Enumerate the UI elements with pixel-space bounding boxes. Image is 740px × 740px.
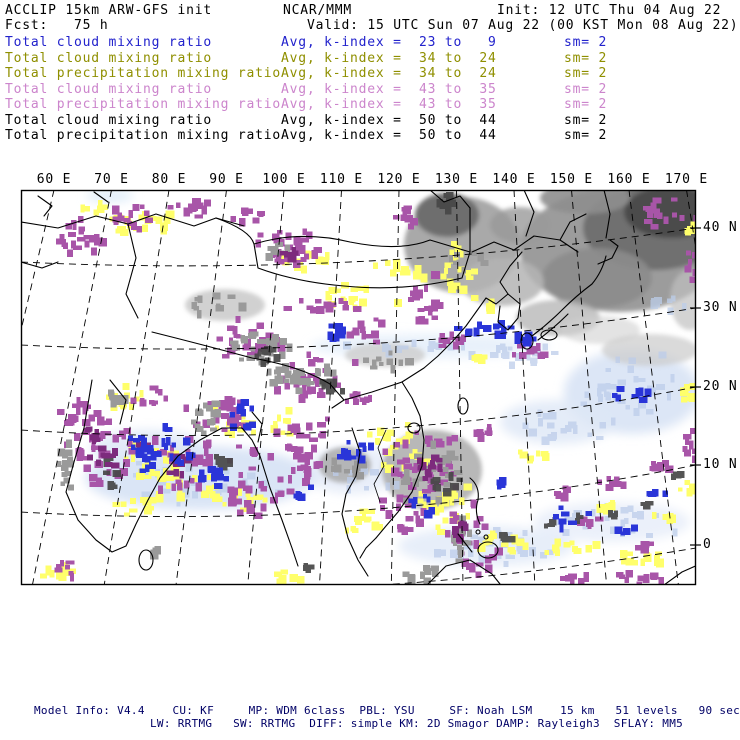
product-label: Total precipitation mixing ratio xyxy=(5,66,282,81)
lon-tick-label: 110 E xyxy=(319,172,364,187)
lon-tick-label: 90 E xyxy=(209,172,244,187)
product-sm: sm= 2 xyxy=(564,128,608,143)
product-kindex: Avg, k-index = 50 to 44 xyxy=(281,128,497,143)
lon-tick-label: 80 E xyxy=(151,172,187,187)
lon-tick-label: 170 E xyxy=(664,172,709,187)
lon-tick-label: 160 E xyxy=(607,172,651,187)
product-kindex: Avg, k-index = 34 to 24 xyxy=(281,66,497,81)
product-label: Total precipitation mixing ratio xyxy=(5,97,282,112)
product-label: Total cloud mixing ratio xyxy=(5,81,213,97)
product-sm: sm= 2 xyxy=(564,112,608,128)
product-label: Total precipitation mixing ratio xyxy=(5,128,282,143)
product-kindex: Avg, k-index = 23 to 9 xyxy=(281,35,497,50)
lat-tick-label: 20 N xyxy=(703,379,738,394)
valid-time: Valid: 15 UTC Sun 07 Aug 22 (00 KST Mon 08 Aug 22) xyxy=(307,18,739,33)
lat-tick-label: 10 N xyxy=(703,457,738,472)
product-sm: sm= 2 xyxy=(564,81,608,97)
model-title: ACCLIP 15km ARW-GFS init xyxy=(5,3,213,18)
lon-tick-label: 120 E xyxy=(377,172,421,187)
org-label: NCAR/MMM xyxy=(283,3,353,18)
lat-tick-label: 40 N xyxy=(703,220,738,235)
product-kindex: Avg, k-index = 34 to 24 xyxy=(281,50,497,66)
product-sm: sm= 2 xyxy=(564,97,608,112)
model-info-line1: Model Info: V4.4 CU: KF MP: WDM 6class PBL: YSU SF: Noah LSM 15 km 51 levels 90 sec xyxy=(34,704,740,717)
product-label: Total cloud mixing ratio xyxy=(5,50,213,66)
fcst-hour: Fcst: 75 h xyxy=(5,18,109,33)
product-sm: sm= 2 xyxy=(564,66,608,81)
product-label: Total cloud mixing ratio xyxy=(5,35,213,50)
model-info-line2: LW: RRTMG SW: RRTMG DIFF: simple KM: 2D Smagor DAMP: Rayleigh3 SFLAY: MM5 xyxy=(150,717,684,730)
lon-tick-label: 70 E xyxy=(94,172,129,187)
lon-tick-label: 60 E xyxy=(36,172,72,187)
product-sm: sm= 2 xyxy=(564,35,608,50)
lon-tick-label: 130 E xyxy=(434,172,479,187)
product-kindex: Avg, k-index = 50 to 44 xyxy=(281,112,497,128)
lon-tick-label: 150 E xyxy=(549,172,594,187)
product-kindex: Avg, k-index = 43 to 35 xyxy=(281,97,497,112)
lat-tick-label: 0 xyxy=(703,537,712,552)
lat-tick-label: 30 N xyxy=(703,300,738,315)
product-kindex: Avg, k-index = 43 to 35 xyxy=(281,81,497,97)
lon-tick-label: 100 E xyxy=(262,172,306,187)
init-time: Init: 12 UTC Thu 04 Aug 22 xyxy=(497,3,722,18)
product-label: Total cloud mixing ratio xyxy=(5,112,213,128)
lon-tick-label: 140 E xyxy=(492,172,536,187)
product-sm: sm= 2 xyxy=(564,50,608,66)
